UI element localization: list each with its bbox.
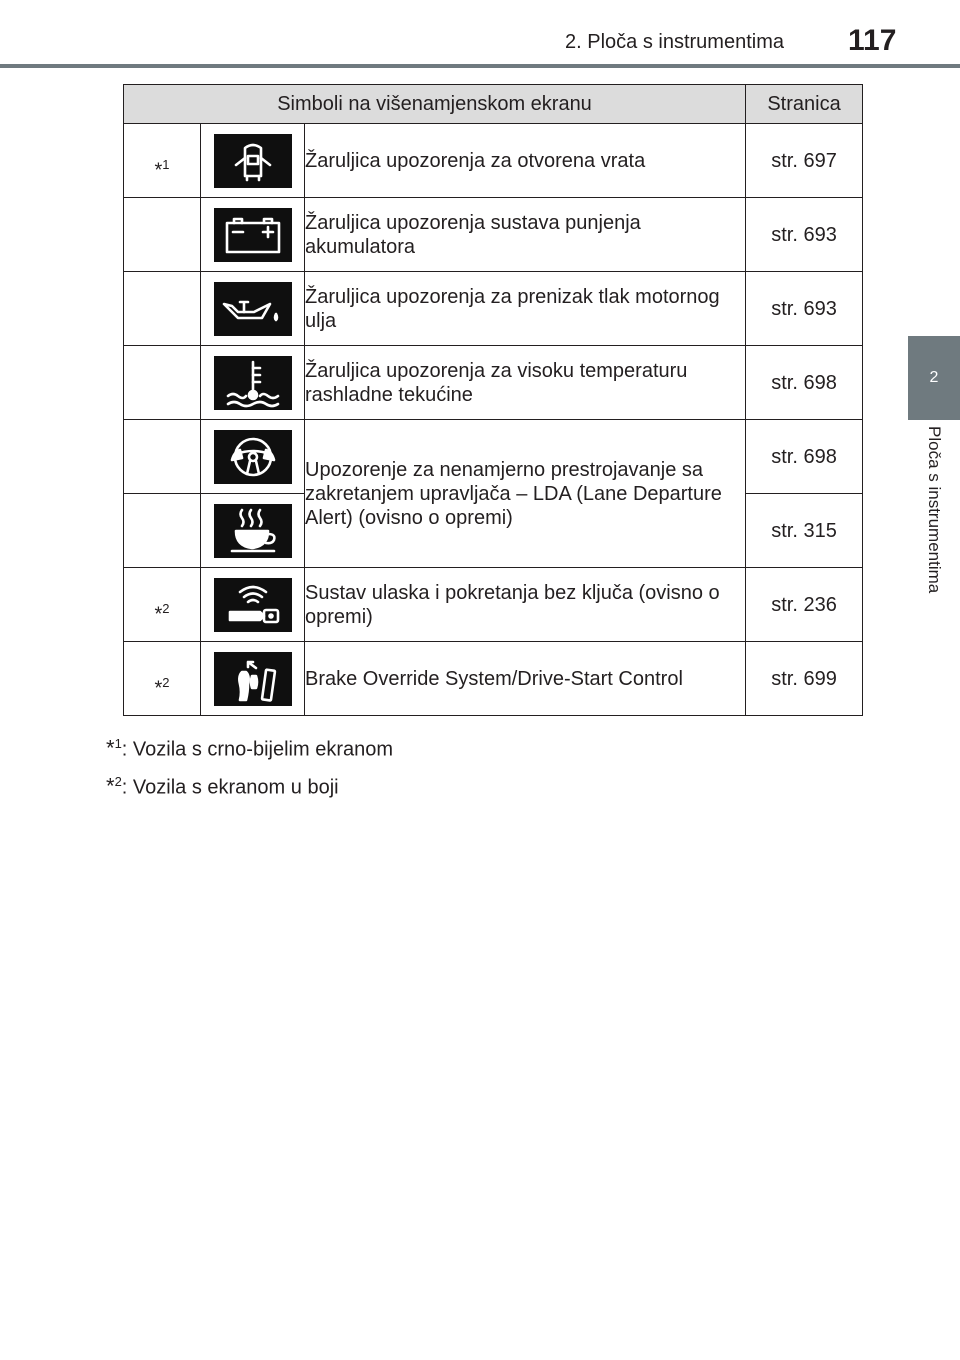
row-description: Sustav ulaska i pokretanja bez ključa (ovisno o opremi) [305,568,746,642]
brake-override-icon [214,652,292,706]
table-row [124,124,863,198]
row-icon-cell [201,198,305,272]
oil-can-icon [214,282,292,336]
footnote-star: * [106,773,115,799]
footnote-sup: 1 [114,736,122,751]
footnote [106,770,339,800]
header-rule [0,64,960,68]
row-mark [124,346,201,420]
row-page-reference: str. 693 [746,198,863,272]
table-row [124,420,863,494]
side-tab [908,420,960,648]
smart-key-icon [214,578,292,632]
page-number: 117 [848,24,897,57]
header-title: 2. Ploča s instrumentima [565,31,784,53]
row-icon-cell [201,346,305,420]
mark-star: * [154,677,163,700]
row-page-reference: str. 697 [746,124,863,198]
table-row [124,198,863,272]
table-row [124,272,863,346]
mark-sup: 2 [162,600,170,616]
row-description: Žaruljica upozorenja sustava punjenja akumulatora [305,198,746,272]
footnote-star: * [106,735,115,761]
row-page-reference: str. 236 [746,568,863,642]
footnote-text: : Vozila s ekranom u boji [121,776,339,799]
row-page-reference: str. 693 [746,272,863,346]
symbols-table [123,84,863,716]
row-icon-cell [201,568,305,642]
row-page-reference: str. 315 [746,494,863,568]
row-mark [124,642,201,716]
table-row [124,568,863,642]
row-mark [124,198,201,272]
row-mark [124,568,201,642]
open-door-icon [214,134,292,188]
steering-hands-icon [214,430,292,484]
row-icon-cell [201,420,305,494]
mark-sup: 2 [162,674,170,690]
coffee-cup-icon [214,504,292,558]
side-tab-label: Ploča s instrumentima [925,426,944,594]
row-page-reference: str. 698 [746,420,863,494]
row-mark [124,124,201,198]
row-mark [124,420,201,494]
footnote-sup: 2 [114,774,122,789]
side-tab-number: 2 [908,336,960,420]
row-icon-cell [201,272,305,346]
row-icon-cell [201,494,305,568]
footnote-text: : Vozila s crno-bijelim ekranom [121,738,394,761]
table-header-row [124,85,863,124]
row-description: Žaruljica upozorenja za otvorena vrata [305,124,746,198]
mark-sup: 1 [162,156,170,172]
row-page-reference: str. 698 [746,346,863,420]
row-page-reference: str. 699 [746,642,863,716]
column-header-page: Stranica [746,85,863,124]
mark-star: * [154,603,163,626]
column-header-symbols: Simboli na višenamjenskom ekranu [124,85,746,124]
table-row [124,642,863,716]
coolant-temperature-icon [214,356,292,410]
table-row [124,346,863,420]
row-description: Žaruljica upozorenja za prenizak tlak motornog ulja [305,272,746,346]
row-mark [124,272,201,346]
row-icon-cell [201,124,305,198]
battery-icon [214,208,292,262]
row-description: Upozorenje za nenamjerno prestrojavanje sa zakretanjem upravljača – LDA (Lane Departure Alert) (ovisno o opremi) [305,420,746,568]
row-description: Žaruljica upozorenja za visoku temperaturu rashladne tekućine [305,346,746,420]
row-icon-cell [201,642,305,716]
mark-star: * [154,159,163,182]
row-mark [124,494,201,568]
row-description: Brake Override System/Drive-Start Control [305,642,746,716]
footnote [106,732,393,762]
